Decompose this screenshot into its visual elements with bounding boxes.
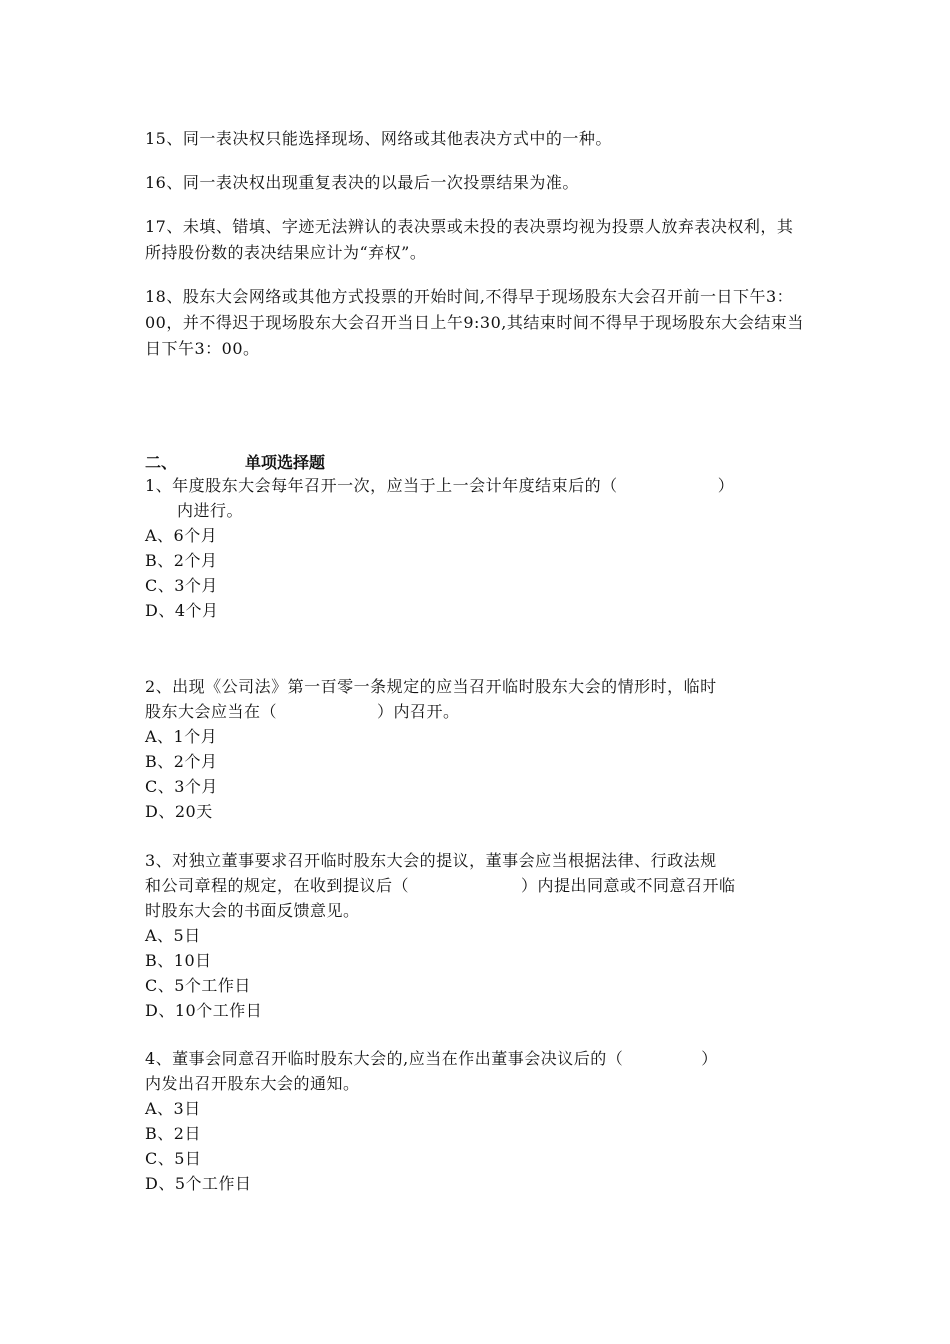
option-b: B、10日 [145,951,212,970]
option-c: C、5个工作日 [145,976,251,995]
rule-17: 17、未填、错填、字迹无法辨认的表决票或未投的表决票均视为投票人放弃表决权利，其所持股份数的表决结果应计为“弃权”。 [145,217,794,262]
rule-16: 16、同一表决权出现重复表决的以最后一次投票结果为准。 [145,173,579,192]
question-stem-line1: 2、出现《公司法》第一百零一条规定的应当召开临时股东大会的情形时，临时 [145,677,717,696]
rules-list [145,126,805,380]
question-2 [145,674,805,824]
question-stem [145,848,805,923]
question-stem-part1: 4、董事会同意召开临时股东大会的,应当在作出董事会决议后的（ [145,1049,624,1068]
option-b: B、2日 [145,1124,201,1143]
question-4 [145,1046,805,1196]
question-stem [145,1046,805,1096]
option-d: D、20天 [145,802,213,821]
question-stem [145,674,805,724]
option-d: D、5个工作日 [145,1174,252,1193]
question-stem-part1: 和公司章程的规定，在收到提议后（ [145,876,410,895]
question-stem-line1: 3、对独立董事要求召开临时股东大会的提议，董事会应当根据法律、行政法规 [145,851,717,870]
question-stem-part2: ） [717,476,735,495]
option-a: A、3日 [145,1099,201,1118]
question-stem-part2: ）内提出同意或不同意召开临 [521,876,736,895]
option-c: C、3个月 [145,576,218,595]
question-stem-part2: ）内召开。 [377,702,460,721]
option-c: C、5日 [145,1149,202,1168]
option-a: A、5日 [145,926,201,945]
option-d: D、10个工作日 [145,1001,263,1020]
question-stem-line2: 内发出召开股东大会的通知。 [145,1074,360,1093]
question-1 [145,473,805,623]
question-stem-part1: 股东大会应当在（ [145,702,278,721]
option-a: A、1个月 [145,727,218,746]
question-stem-part2: ） [701,1049,718,1068]
option-c: C、3个月 [145,777,218,796]
section-number: 二、 [145,453,178,472]
question-3 [145,848,805,1023]
question-stem [145,473,805,523]
question-stem-line2: 内进行。 [177,501,244,520]
option-b: B、2个月 [145,551,218,570]
rule-18: 18、股东大会网络或其他方式投票的开始时间,不得早于现场股东大会召开前一日下午3：00，并不得迟于现场股东大会召开当日上午9:30,其结束时间不得早于现场股东大会结束当日下午3：00。 [145,287,804,358]
option-a: A、6个月 [145,526,218,545]
question-stem-part1: 1、年度股东大会每年召开一次，应当于上一会计年度结束后的（ [145,476,618,495]
section-heading [145,452,325,474]
section-title: 单项选择题 [245,453,326,472]
option-d: D、4个月 [145,601,219,620]
question-stem-line3: 时股东大会的书面反馈意见。 [145,901,360,920]
option-b: B、2个月 [145,752,218,771]
rule-15: 15、同一表决权只能选择现场、网络或其他表决方式中的一种。 [145,129,612,148]
